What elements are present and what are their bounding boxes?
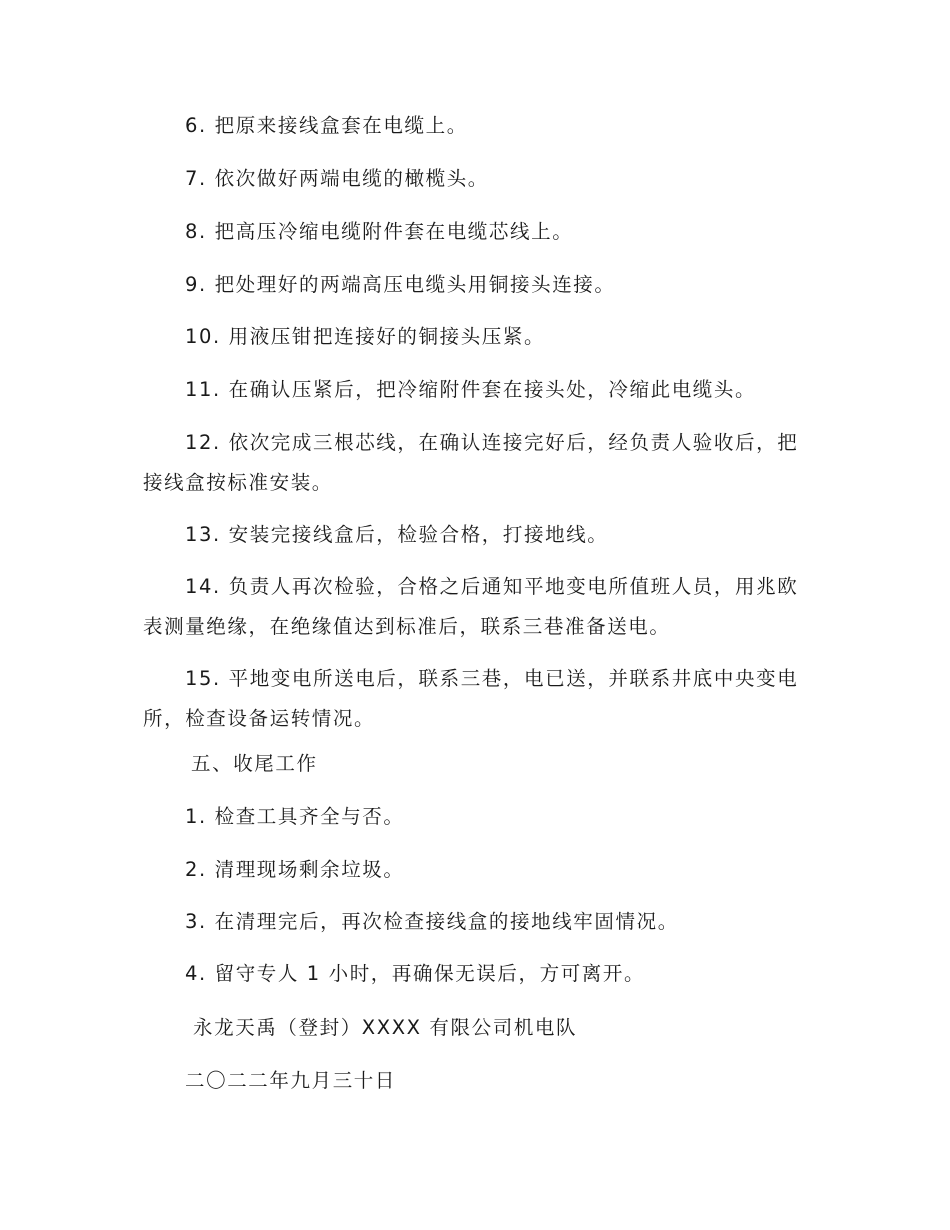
step-item: 3. 在清理完后，再次检查接线盒的接地线牢固情况。 — [185, 910, 679, 933]
step-item: 2. 清理现场剩余垃圾。 — [185, 858, 405, 881]
step-item: 8. 把高压冷缩电缆附件套在电缆芯线上。 — [185, 220, 574, 243]
step-item: 7. 依次做好两端电缆的橄榄头。 — [185, 167, 489, 190]
step-item: 4. 留守专人 1 小时，再确保无误后，方可离开。 — [185, 962, 646, 985]
step-item: 13. 安装完接线盒后，检验合格，打接地线。 — [185, 523, 609, 546]
date-line: 二〇二二年九月三十日 — [185, 1069, 397, 1092]
step-item: 14. 负责人再次检验，合格之后通知平地变电所值班人员，用兆欧表测量绝缘，在绝缘值达到标准后，联系三巷准备送电。 — [143, 575, 799, 638]
signature-line: 永龙天禹（登封）XXXX 有限公司机电队 — [193, 1016, 578, 1039]
step-item: 15. 平地变电所送电后，联系三巷，电已送，并联系井底中央变电所，检查设备运转情况。 — [143, 667, 799, 730]
step-item: 9. 把处理好的两端高压电缆头用铜接头连接。 — [185, 273, 616, 296]
step-item: 6. 把原来接线盒套在电缆上。 — [185, 114, 468, 137]
step-item: 11. 在确认压紧后，把冷缩附件套在接头处，冷缩此电缆头。 — [185, 378, 757, 401]
step-item: 10. 用液压钳把连接好的铜接头压紧。 — [185, 325, 546, 348]
step-item: 1. 检查工具齐全与否。 — [185, 805, 405, 828]
section-heading: 五、收尾工作 — [191, 752, 318, 775]
step-item: 12. 依次完成三根芯线，在确认连接完好后，经负责人验收后，把接线盒按标准安装。 — [143, 431, 799, 494]
